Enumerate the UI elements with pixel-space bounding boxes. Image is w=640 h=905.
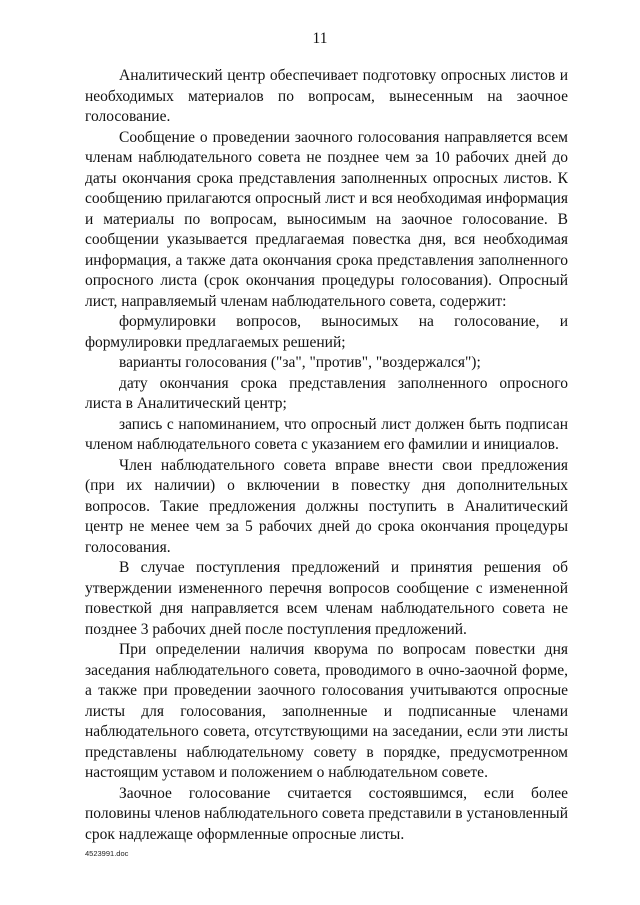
paragraph: Аналитический центр обеспечивает подготовку опросных листов и необходимых материалов по вопросам, вынесенным на заочное голосование.: [85, 67, 568, 125]
paragraph: Сообщение о проведении заочного голосования направляется всем членам наблюдательного совета не позднее чем за 10 рабочих дней до даты окончания срока представления заполненных опросных листов. К сообщению прилагаются опросный лист и вся необходимая информация и материалы по вопросам, выносимым на заочное голосование. В сообщении указывается предлагаемая повестка дня, вся необходимая информация, а также дата окончания срока представления заполненного опросного листа (срок окончания процедуры голосования). Опросный лист, направляемый членам наблюдательного совета, содержит:: [85, 128, 568, 310]
list-item: запись с напоминанием, что опросный лист должен быть подписан членом наблюдательного совета с указанием его фамилии и инициалов.: [85, 415, 568, 453]
paragraph: Член наблюдательного совета вправе внести свои предложения (при их наличии) о включении в повестку дня дополнительных вопросов. Такие предложения должны поступить в Аналитический центр не менее чем за 5 рабочих дней до срока окончания процедуры голосования.: [85, 456, 568, 556]
file-name-footer: 4523991.doc: [85, 849, 129, 858]
list-item: формулировки вопросов, выносимых на голосование, и формулировки предлагаемых решений;: [85, 313, 568, 351]
paragraph: В случае поступления предложений и принятия решения об утверждении измененного перечня вопросов сообщение с измененной повесткой дня направляется всем членам наблюдательного совета не позднее 3 рабочих дней после поступления предложений.: [85, 559, 568, 638]
document-body: [85, 66, 568, 845]
paragraph: При определении наличия кворума по вопросам повестки дня заседания наблюдательного совета, проводимого в очно-заочной форме, а также при проведении заочного голосования учитываются опросные листы для голосования, заполненные и подписанные членами наблюдательного совета, отсутствующими на заседании, если эти листы представлены наблюдательному совету в порядке, предусмотренном настоящим уставом и положением о наблюдательном совете.: [85, 641, 568, 781]
page-number: 11: [312, 30, 328, 47]
paragraph: Заочное голосование считается состоявшимся, если более половины членов наблюдательного совета представили в установленный срок надлежаще оформленные опросные листы.: [85, 784, 568, 843]
list-item: дату окончания срока представления заполненного опросного листа в Аналитический центр;: [85, 374, 568, 412]
list-item: варианты голосования ("за", "против", "воздержался");: [119, 354, 481, 371]
